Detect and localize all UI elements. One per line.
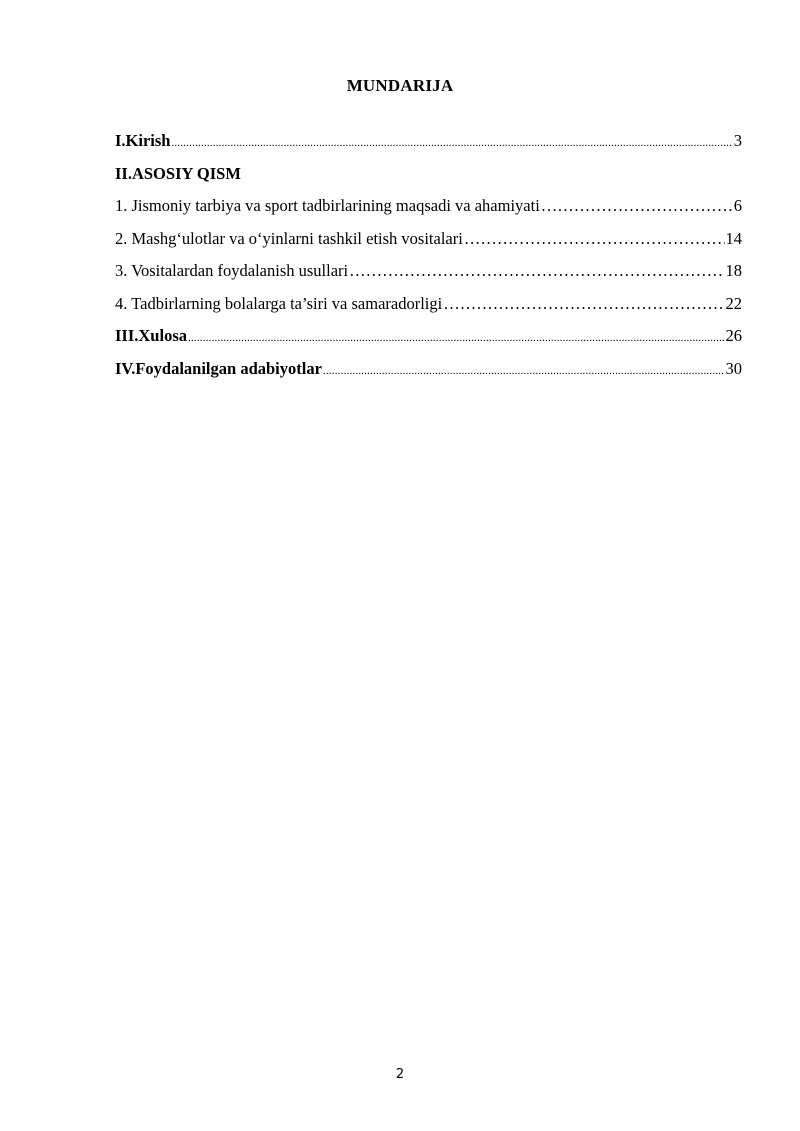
toc-entry-label: II.ASOSIY QISM bbox=[115, 163, 241, 183]
toc-entry-2[interactable] bbox=[115, 226, 742, 259]
toc-entry-label: III.Xulosa bbox=[115, 326, 187, 345]
toc-leader-dots bbox=[171, 128, 732, 156]
toc-entry-1[interactable] bbox=[115, 193, 742, 226]
toc-leader-dots bbox=[443, 291, 724, 317]
toc-entry-page: 18 bbox=[725, 261, 742, 280]
toc-leader-dots bbox=[349, 258, 724, 284]
toc-entry-page: 14 bbox=[725, 228, 742, 248]
page-number: 2 bbox=[395, 1067, 405, 1082]
toc-entry-3[interactable] bbox=[115, 258, 742, 291]
toc-entry-label: I.Kirish bbox=[115, 131, 171, 150]
toc-leader-dots bbox=[464, 226, 725, 252]
toc-entry-label: 3. Vositalardan foydalanish usullari bbox=[115, 261, 349, 280]
table-of-contents bbox=[115, 128, 742, 388]
toc-entry-page: 22 bbox=[725, 293, 742, 313]
toc-entry-page: 30 bbox=[725, 358, 742, 378]
toc-entry-label: 2. Mashg‘ulotlar va o‘yinlarni tashkil etish vositalari bbox=[115, 228, 463, 248]
toc-section-heading[interactable] bbox=[115, 161, 742, 194]
toc-entry-xulosa[interactable] bbox=[115, 323, 742, 356]
toc-entry-4[interactable] bbox=[115, 291, 742, 324]
toc-entry-page: 6 bbox=[733, 196, 742, 215]
toc-entry-label: 1. Jismoniy tarbiya va sport tadbirlarining maqsadi va ahamiyati bbox=[115, 196, 540, 215]
toc-entry-kirish[interactable] bbox=[115, 128, 742, 161]
toc-entry-label: IV.Foydalanilgan adabiyotlar bbox=[115, 358, 322, 378]
toc-entry-page: 26 bbox=[725, 326, 742, 345]
toc-entry-page: 3 bbox=[733, 131, 742, 150]
toc-entry-label: 4. Tadbirlarning bolalarga ta’siri va samaradorligi bbox=[115, 293, 443, 313]
toc-leader-dots bbox=[541, 193, 733, 219]
toc-entry-adabiyotlar[interactable] bbox=[115, 356, 742, 389]
document-title: MUNDARIJA bbox=[346, 76, 454, 95]
toc-leader-dots bbox=[188, 323, 725, 351]
toc-leader-dots bbox=[323, 356, 725, 384]
